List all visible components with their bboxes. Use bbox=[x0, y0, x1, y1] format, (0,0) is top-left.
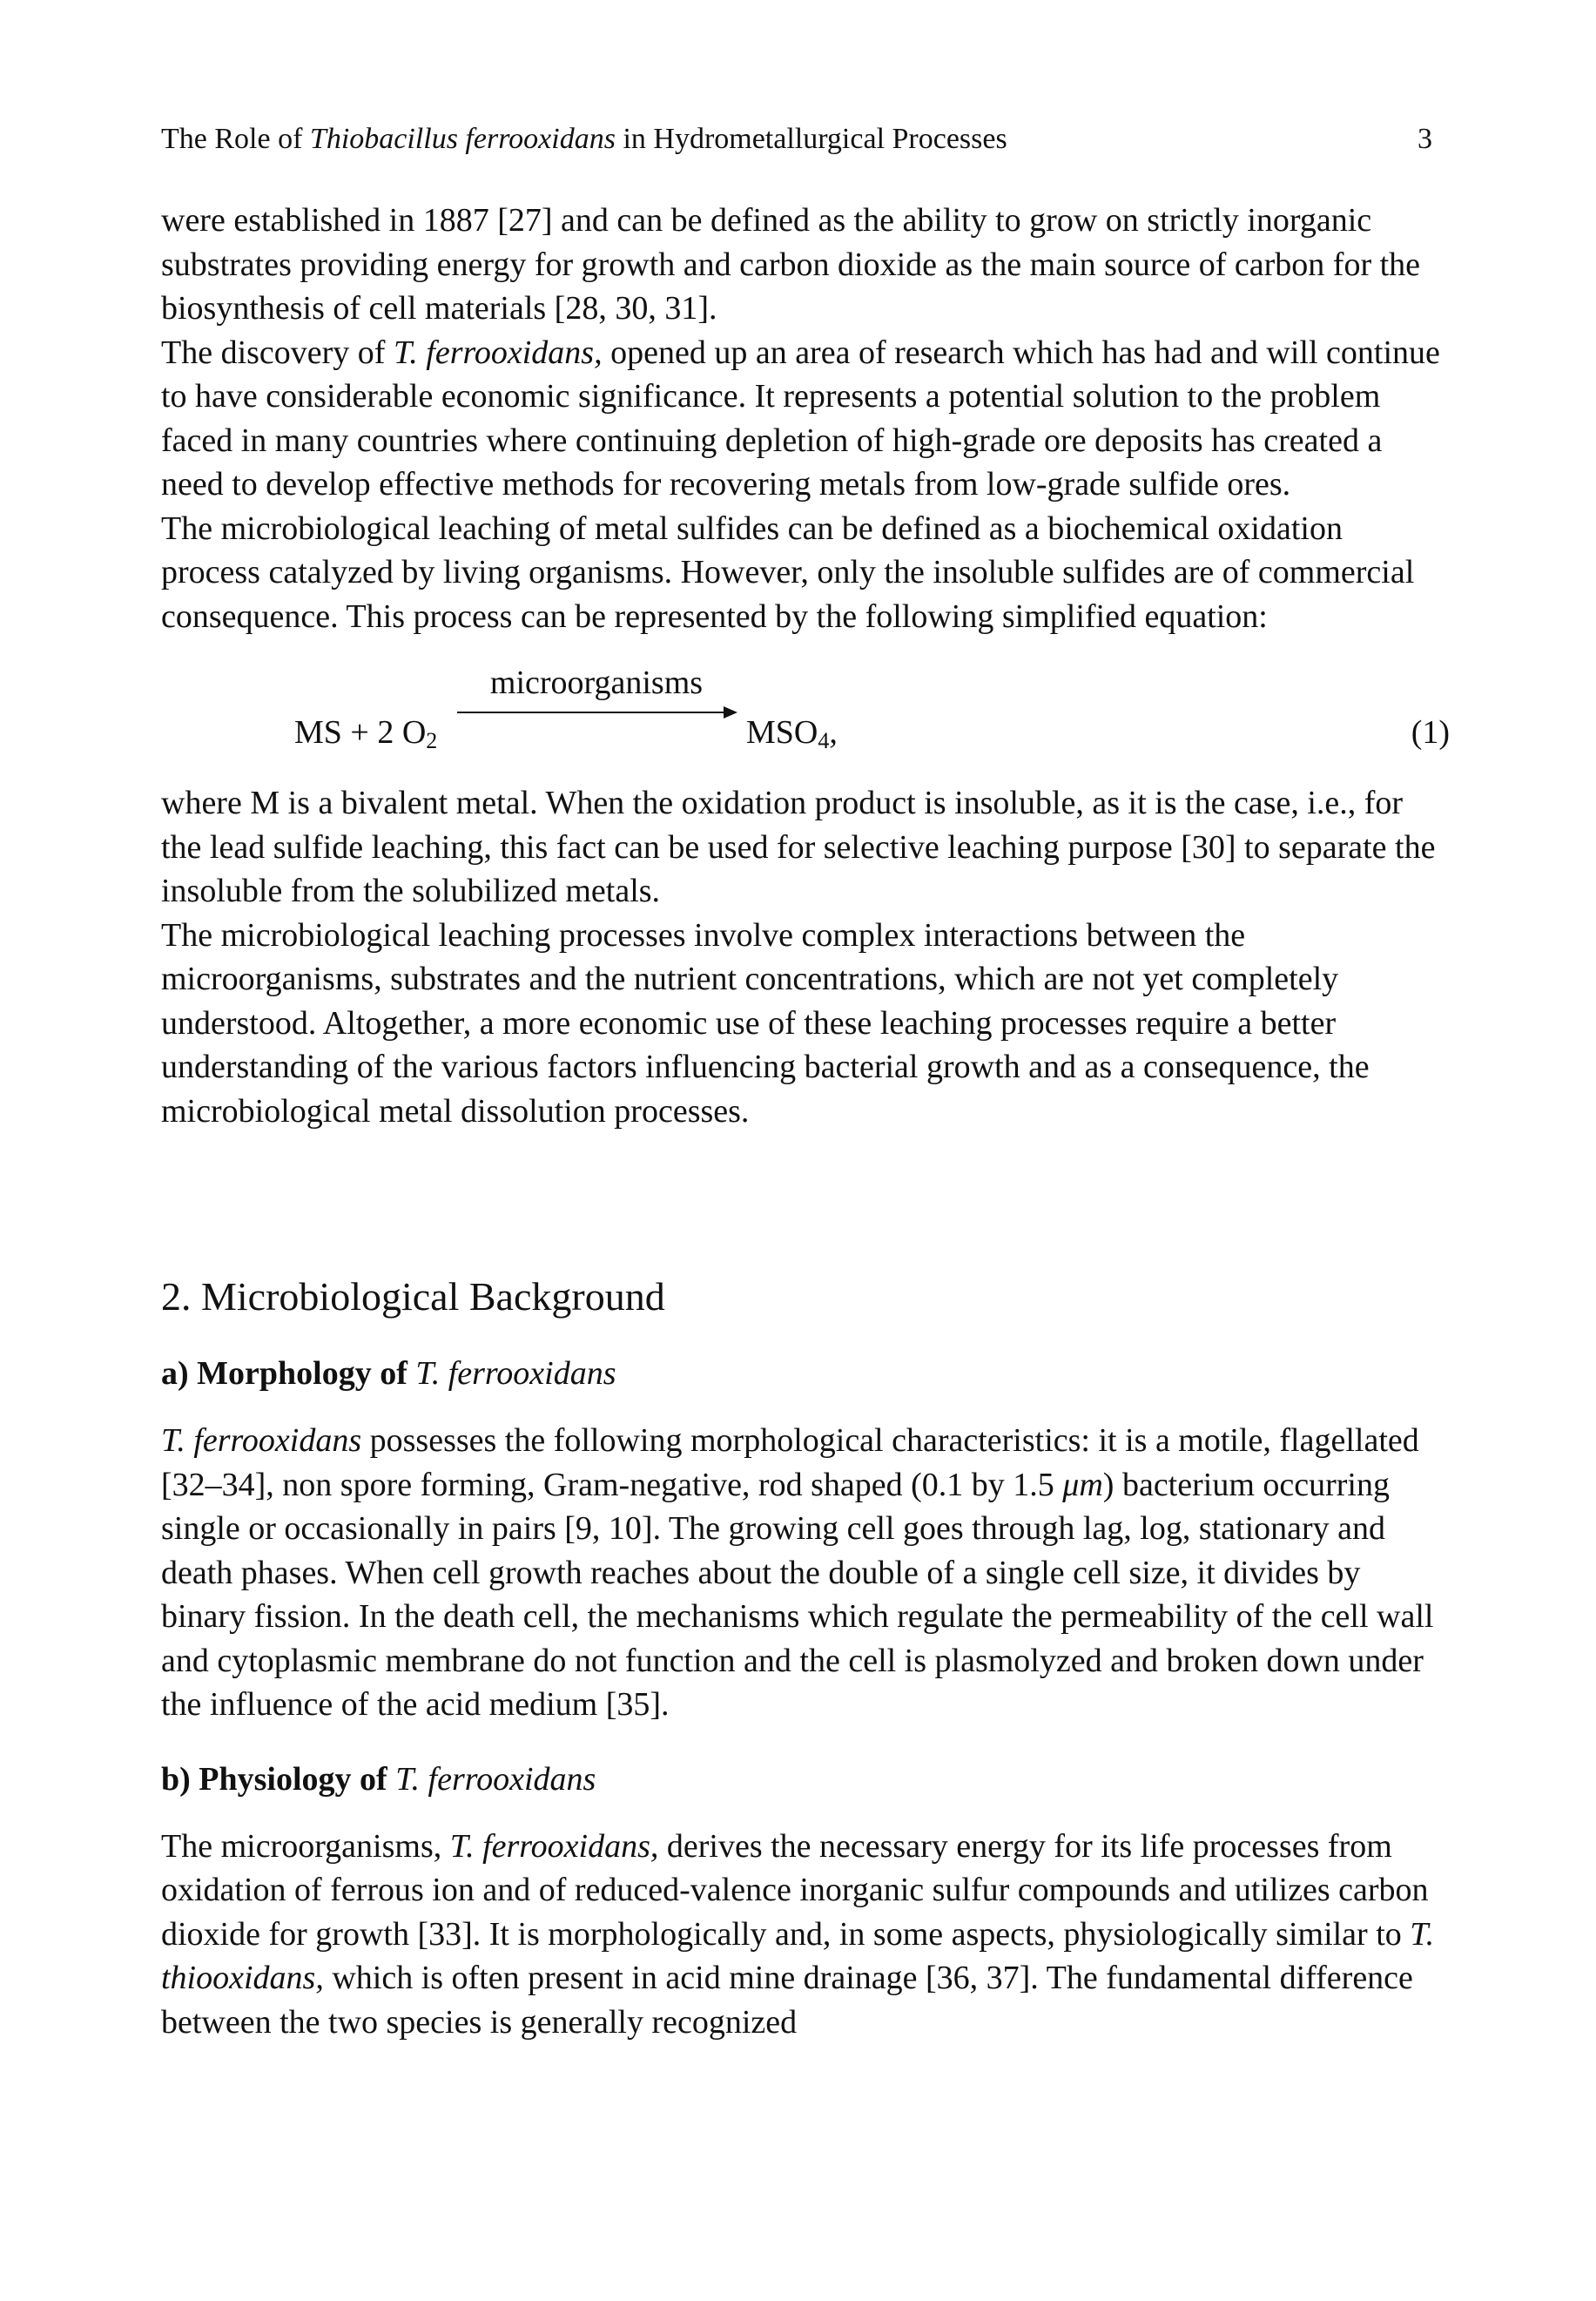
page-body bbox=[161, 199, 1450, 2044]
paragraph-leaching-definition: The microbiological leaching of metal sulfides can be defined as a biochemical oxidation process catalyzed by living organisms. However, only the insoluble sulfides are of commercial consequence. This process can be represented by the following simplified equation: bbox=[161, 509, 1415, 635]
equation-lhs: MS + 2 $O_2$ bbox=[294, 714, 438, 753]
paragraph-physiology: The microorganisms, T. ferrooxidans, derives the necessary energy for its life processes from oxidation of ferrous ion and of reduced-valence inorganic sulfur compounds and utilizes carbon dioxide for growth [33]. It is morphologically and, in some aspects, physiologically similar to T. thiooxidans, which is often present in acid mine drainage [36, 37]. The fundamental difference between the two species is generally recognized bbox=[161, 1827, 1435, 2041]
paragraph-bivalent-metal: where M is a bivalent metal. When the oxidation product is insoluble, as it is the case, i.e., for the lead sulfide leaching, this fact can be used for selective leaching purpose [30] to separate the insoluble from the solubilized metals. bbox=[161, 785, 1436, 909]
page-number: 3 bbox=[1418, 123, 1432, 155]
equation-rhs: $MSO_4$, bbox=[746, 714, 838, 753]
section-heading: 2. Microbiological Background bbox=[161, 1274, 665, 1319]
paragraph-morphology: T. ferrooxidans possesses the following morphological characteristics: it is a motile, flagellated [32–34], non spore forming, Gram-negative, rod shaped (0.1 by 1.5 μm) bacterium occurring single or occasionally in pairs [9, 10]. The growing cell goes through lag, log, stationary and death phases. When cell growth reaches about the double of a single cell size, it divides by binary fission. In the death cell, the mechanisms which regulate the permeability of the cell wall and cytoplasmic membrane do not function and the cell is plasmolyzed and broken down under the influence of the acid medium [35]. bbox=[161, 1422, 1434, 1723]
equation-1 bbox=[161, 663, 1450, 766]
running-header bbox=[161, 122, 1432, 157]
subsection-heading-physiology: b) Physiology of T. ferrooxidans bbox=[161, 1760, 596, 1798]
header-title: The Role of Thiobacillus ferrooxidans in Hydrometallurgical Processes bbox=[161, 123, 1007, 155]
reaction-arrow bbox=[457, 663, 736, 717]
subsection-heading-morphology: a) Morphology of T. ferrooxidans bbox=[161, 1355, 616, 1392]
arrow-label: microorganisms bbox=[489, 665, 704, 701]
paragraph-intro-1: were established in 1887 [27] and can be defined as the ability to grow on strictly inorganic substrates providing energy for growth and carbon dioxide as the main source of carbon for the biosynthesis of cell materials [28, 30, 31]. bbox=[161, 202, 1421, 327]
paragraph-discovery: The discovery of T. ferrooxidans, opened up an area of research which has had and will continue to have considerable economic significance. It represents a potential solution to the problem faced in many countries where continuing depletion of high-grade ore deposits has created a need to develop effective methods for recovering metals from low-grade sulfide ores. bbox=[161, 334, 1440, 503]
arrow-icon bbox=[457, 712, 736, 717]
equation-number: (1) bbox=[1411, 714, 1450, 751]
paragraph-interactions: The microbiological leaching processes involve complex interactions between the microorganisms, substrates and the nutrient concentrations, which are not yet completely understood. Altogether, a more economic use of these leaching processes require a better understanding of the various factors influencing bacterial growth and as a consequence, the microbiological metal dissolution processes. bbox=[161, 916, 1370, 1130]
